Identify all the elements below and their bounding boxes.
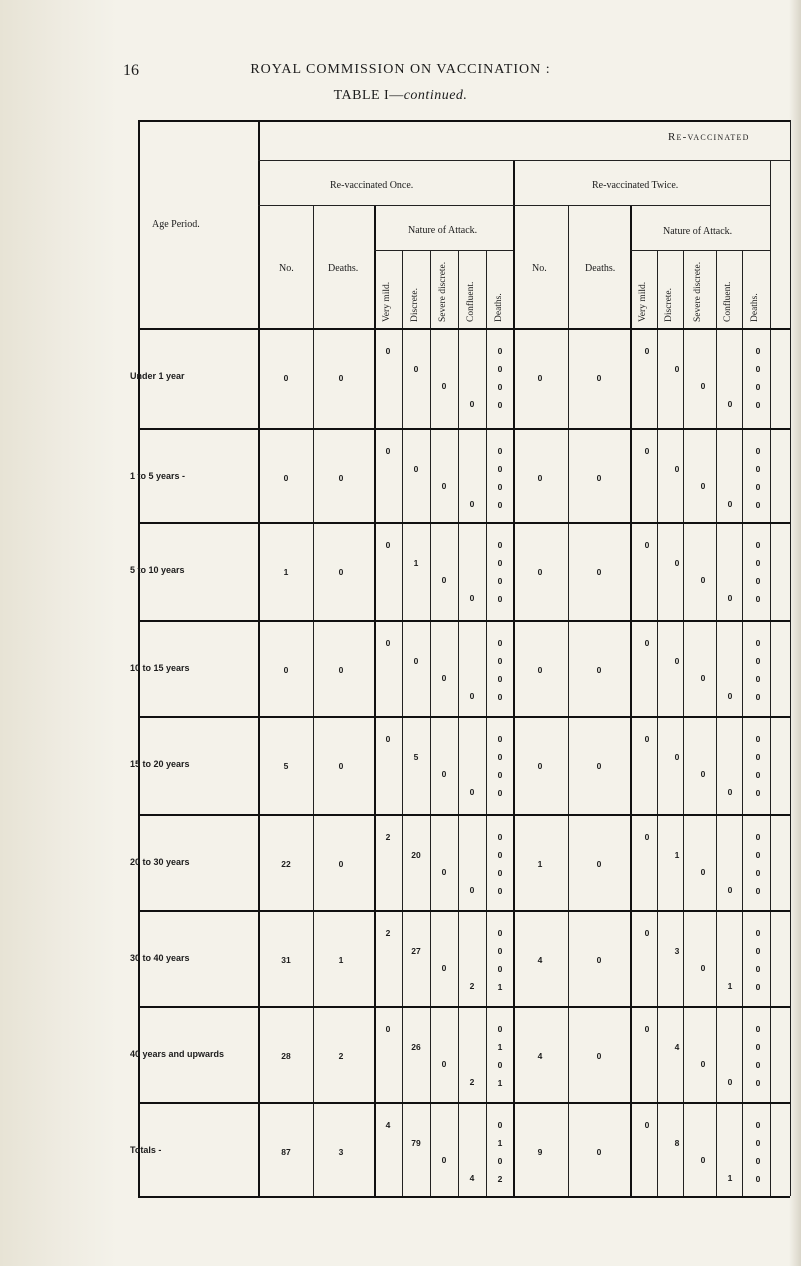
once-nature-deaths-cell: 0 [497, 832, 503, 842]
once-nature-deaths-cell: 0 [497, 1024, 503, 1034]
once-confluent-cell: 0 [469, 593, 475, 603]
once-deaths-cell: 0 [338, 567, 344, 577]
twice-very-mild-cell: 0 [644, 928, 650, 938]
once-discrete-cell: 27 [411, 946, 421, 956]
twice-confluent-cell: 0 [727, 691, 733, 701]
once-discrete-cell: 1 [413, 558, 419, 568]
table-title-suffix: continued. [403, 88, 468, 103]
twice-no-cell: 0 [537, 761, 543, 771]
twice-confluent-cell: 1 [727, 1173, 733, 1183]
once-deaths-cell: 0 [338, 665, 344, 675]
twice-severe-cell: 0 [700, 575, 706, 585]
once-severe-cell: 0 [441, 575, 447, 585]
twice-nature-deaths-cell: 0 [755, 734, 761, 744]
twice-very-mild-cell: 0 [644, 540, 650, 550]
table-vertical-rule [742, 250, 743, 1196]
table-horizontal-rule [138, 620, 790, 622]
twice-nature-deaths-cell: 0 [755, 770, 761, 780]
twice-confluent-cell: 0 [727, 885, 733, 895]
once-very-mild-cell: 0 [385, 446, 391, 456]
twice-nature-deaths-cell: 0 [755, 482, 761, 492]
once-nature-deaths-cell: 0 [497, 946, 503, 956]
once-no-cell: 1 [283, 567, 289, 577]
twice-nature-deaths-cell: 0 [755, 886, 761, 896]
once-nature-deaths-cell: 0 [497, 770, 503, 780]
once-deaths-cell: 0 [338, 473, 344, 483]
twice-no-cell: 0 [537, 473, 543, 483]
once-discrete-cell: 5 [413, 752, 419, 762]
once-severe-cell: 0 [441, 381, 447, 391]
once-severe-cell: 0 [441, 1155, 447, 1165]
twice-severe-cell: 0 [700, 381, 706, 391]
age-label-text: 30 to 40 years [130, 953, 190, 963]
twice-severe-cell: 0 [700, 769, 706, 779]
twice-nature-deaths-cell: 0 [755, 1078, 761, 1088]
twice-discrete-cell: 0 [674, 752, 680, 762]
age-label-text: Under 1 year [130, 371, 185, 381]
twice-nature-deaths-cell: 0 [755, 1174, 761, 1184]
once-very-mild-cell: 2 [385, 832, 391, 842]
once-nature-deaths-cell: 0 [497, 928, 503, 938]
once-no-cell: 87 [281, 1147, 291, 1157]
once-confluent-cell: 0 [469, 399, 475, 409]
twice-discrete-cell: 8 [674, 1138, 680, 1148]
once-no-cell: 5 [283, 761, 289, 771]
once-nature-deaths-cell: 0 [497, 558, 503, 568]
once-nature-col-0: Very mild. [382, 281, 392, 322]
once-no-cell: 0 [283, 665, 289, 675]
twice-nature-deaths-cell: 0 [755, 1156, 761, 1166]
once-nature-deaths-cell: 1 [497, 982, 503, 992]
once-severe-cell: 0 [441, 481, 447, 491]
once-deaths-cell: 0 [338, 761, 344, 771]
once-nature-deaths-cell: 0 [497, 400, 503, 410]
twice-nature-deaths-cell: 0 [755, 558, 761, 568]
once-no-cell: 28 [281, 1051, 291, 1061]
once-discrete-cell: 0 [413, 656, 419, 666]
once-severe-cell: 0 [441, 673, 447, 683]
once-no-cell: 0 [283, 373, 289, 383]
twice-severe-cell: 0 [700, 1059, 706, 1069]
table-horizontal-rule [258, 205, 770, 206]
table-vertical-rule [402, 250, 403, 1196]
once-nature-deaths-cell: 0 [497, 464, 503, 474]
twice-no-cell: 9 [537, 1147, 543, 1157]
table-horizontal-rule [138, 328, 790, 330]
twice-deaths-cell: 0 [596, 567, 602, 577]
twice-nature-deaths-cell: 0 [755, 1060, 761, 1070]
table-title-main: TABLE I— [333, 88, 404, 103]
table-horizontal-rule [138, 120, 790, 122]
twice-very-mild-cell: 0 [644, 832, 650, 842]
once-severe-cell: 0 [441, 963, 447, 973]
table-horizontal-rule [138, 716, 790, 718]
once-nature-deaths-cell: 0 [497, 1120, 503, 1130]
twice-nature-col-0: Very mild. [638, 281, 648, 322]
once-no-cell: 31 [281, 955, 291, 965]
table-vertical-rule [770, 160, 771, 1196]
twice-nature-deaths-cell: 0 [755, 1120, 761, 1130]
table-horizontal-rule [374, 250, 513, 251]
once-nature-deaths-cell: 0 [497, 446, 503, 456]
table-vertical-rule [630, 205, 632, 1196]
twice-confluent-cell: 0 [727, 499, 733, 509]
twice-deaths-cell: 0 [596, 955, 602, 965]
twice-nature-deaths-cell: 0 [755, 850, 761, 860]
once-nature-col-4: Deaths. [494, 293, 504, 322]
once-nature-deaths-cell: 0 [497, 868, 503, 878]
twice-very-mild-cell: 0 [644, 346, 650, 356]
once-very-mild-cell: 4 [385, 1120, 391, 1130]
once-nature-deaths-cell: 0 [497, 692, 503, 702]
once-nature-deaths-cell: 0 [497, 594, 503, 604]
twice-nature-header: Nature of Attack. [663, 226, 733, 237]
once-nature-deaths-cell: 0 [497, 482, 503, 492]
twice-nature-deaths-cell: 0 [755, 964, 761, 974]
once-very-mild-cell: 0 [385, 638, 391, 648]
table-horizontal-rule [138, 1102, 790, 1104]
once-nature-deaths-cell: 0 [497, 364, 503, 374]
once-deaths-header: Deaths. [328, 263, 359, 274]
once-very-mild-cell: 0 [385, 346, 391, 356]
table-horizontal-rule [630, 250, 770, 251]
once-nature-deaths-cell: 0 [497, 734, 503, 744]
once-no-header: No. [279, 263, 294, 274]
once-discrete-cell: 0 [413, 464, 419, 474]
once-nature-deaths-cell: 0 [497, 656, 503, 666]
twice-nature-deaths-cell: 0 [755, 382, 761, 392]
once-deaths-cell: 1 [338, 955, 344, 965]
twice-nature-deaths-cell: 0 [755, 1042, 761, 1052]
twice-no-cell: 1 [537, 859, 543, 869]
once-nature-deaths-cell: 0 [497, 964, 503, 974]
age-label-text: Totals - [130, 1145, 162, 1155]
once-nature-deaths-cell: 0 [497, 752, 503, 762]
once-confluent-cell: 0 [469, 787, 475, 797]
table-horizontal-rule [138, 1006, 790, 1008]
once-confluent-cell: 2 [469, 1077, 475, 1087]
once-nature-deaths-cell: 0 [497, 500, 503, 510]
twice-nature-deaths-cell: 0 [755, 692, 761, 702]
table-vertical-rule [313, 205, 314, 1196]
twice-nature-deaths-cell: 0 [755, 788, 761, 798]
table-vertical-rule [430, 250, 431, 1196]
once-confluent-cell: 0 [469, 691, 475, 701]
once-nature-col-2: Severe discrete. [438, 261, 448, 322]
twice-deaths-cell: 0 [596, 665, 602, 675]
twice-nature-deaths-cell: 0 [755, 946, 761, 956]
once-nature-deaths-cell: 0 [497, 886, 503, 896]
twice-nature-deaths-cell: 0 [755, 982, 761, 992]
table-vertical-rule [138, 120, 140, 1196]
twice-nature-deaths-cell: 0 [755, 638, 761, 648]
twice-nature-deaths-cell: 0 [755, 832, 761, 842]
table-vertical-rule [568, 205, 569, 1196]
once-very-mild-cell: 0 [385, 734, 391, 744]
twice-discrete-cell: 1 [674, 850, 680, 860]
twice-nature-deaths-cell: 0 [755, 1138, 761, 1148]
twice-no-header: No. [532, 263, 547, 274]
once-no-cell: 22 [281, 859, 291, 869]
twice-nature-deaths-cell: 0 [755, 674, 761, 684]
table-vertical-rule [374, 205, 376, 1196]
once-discrete-cell: 26 [411, 1042, 421, 1052]
twice-very-mild-cell: 0 [644, 638, 650, 648]
twice-nature-deaths-cell: 0 [755, 364, 761, 374]
once-nature-deaths-cell: 0 [497, 1060, 503, 1070]
once-confluent-cell: 0 [469, 499, 475, 509]
table-horizontal-rule [138, 910, 790, 912]
twice-confluent-cell: 0 [727, 787, 733, 797]
twice-no-cell: 4 [537, 955, 543, 965]
table-horizontal-rule [138, 428, 790, 430]
super-header: Re-vaccinated [668, 131, 750, 143]
once-nature-deaths-cell: 1 [497, 1138, 503, 1148]
table-horizontal-rule [138, 1196, 790, 1198]
once-nature-deaths-cell: 0 [497, 346, 503, 356]
twice-deaths-cell: 0 [596, 1051, 602, 1061]
twice-nature-deaths-cell: 0 [755, 594, 761, 604]
twice-nature-deaths-cell: 0 [755, 752, 761, 762]
twice-nature-col-1: Discrete. [664, 287, 674, 322]
twice-nature-col-3: Confluent. [723, 281, 733, 322]
twice-nature-deaths-cell: 0 [755, 656, 761, 666]
once-nature-deaths-cell: 0 [497, 788, 503, 798]
table-vertical-rule [716, 250, 717, 1196]
once-nature-deaths-cell: 0 [497, 540, 503, 550]
twice-deaths-cell: 0 [596, 859, 602, 869]
twice-nature-deaths-cell: 0 [755, 400, 761, 410]
twice-discrete-cell: 0 [674, 558, 680, 568]
age-period-header: Age Period. [152, 219, 200, 230]
twice-severe-cell: 0 [700, 867, 706, 877]
once-very-mild-cell: 0 [385, 1024, 391, 1034]
once-header: Re-vaccinated Once. [330, 180, 414, 191]
once-nature-deaths-cell: 0 [497, 576, 503, 586]
twice-discrete-cell: 4 [674, 1042, 680, 1052]
twice-discrete-cell: 0 [674, 364, 680, 374]
twice-severe-cell: 0 [700, 673, 706, 683]
once-nature-deaths-cell: 0 [497, 674, 503, 684]
table-horizontal-rule [138, 522, 790, 524]
once-nature-col-3: Confluent. [466, 281, 476, 322]
age-label-text: 1 to 5 years - [130, 471, 186, 481]
table-horizontal-rule [138, 814, 790, 816]
twice-confluent-cell: 0 [727, 399, 733, 409]
twice-nature-deaths-cell: 0 [755, 868, 761, 878]
twice-confluent-cell: 0 [727, 1077, 733, 1087]
twice-nature-deaths-cell: 0 [755, 500, 761, 510]
once-severe-cell: 0 [441, 1059, 447, 1069]
twice-deaths-cell: 0 [596, 1147, 602, 1157]
twice-very-mild-cell: 0 [644, 446, 650, 456]
twice-nature-deaths-cell: 0 [755, 540, 761, 550]
table-vertical-rule [513, 160, 515, 1196]
once-discrete-cell: 20 [411, 850, 421, 860]
once-nature-deaths-cell: 1 [497, 1078, 503, 1088]
twice-header: Re-vaccinated Twice. [592, 180, 679, 191]
once-deaths-cell: 0 [338, 373, 344, 383]
age-label-text: 10 to 15 years [130, 663, 190, 673]
once-confluent-cell: 2 [469, 981, 475, 991]
age-label-text: 15 to 20 years [130, 759, 190, 769]
twice-nature-deaths-cell: 0 [755, 928, 761, 938]
page-number: 16 [123, 62, 139, 79]
twice-nature-deaths-cell: 0 [755, 576, 761, 586]
twice-nature-col-2: Severe discrete. [693, 261, 703, 322]
once-nature-deaths-cell: 0 [497, 638, 503, 648]
twice-severe-cell: 0 [700, 481, 706, 491]
twice-nature-deaths-cell: 0 [755, 346, 761, 356]
age-label-text: 40 years and upwards [130, 1049, 225, 1059]
table-vertical-rule [657, 250, 658, 1196]
once-no-cell: 0 [283, 473, 289, 483]
twice-nature-deaths-cell: 0 [755, 446, 761, 456]
twice-severe-cell: 0 [700, 963, 706, 973]
table-vertical-rule [258, 120, 260, 1196]
twice-confluent-cell: 0 [727, 593, 733, 603]
running-head: ROYAL COMMISSION ON VACCINATION : [250, 62, 551, 77]
table-vertical-rule [486, 250, 487, 1196]
twice-severe-cell: 0 [700, 1155, 706, 1165]
once-confluent-cell: 0 [469, 885, 475, 895]
twice-very-mild-cell: 0 [644, 1120, 650, 1130]
once-nature-deaths-cell: 0 [497, 382, 503, 392]
once-very-mild-cell: 2 [385, 928, 391, 938]
once-severe-cell: 0 [441, 769, 447, 779]
once-nature-col-1: Discrete. [410, 287, 420, 322]
twice-deaths-cell: 0 [596, 373, 602, 383]
twice-discrete-cell: 3 [674, 946, 680, 956]
twice-deaths-cell: 0 [596, 473, 602, 483]
once-nature-header: Nature of Attack. [408, 225, 478, 236]
once-nature-deaths-cell: 0 [497, 1156, 503, 1166]
once-nature-deaths-cell: 1 [497, 1042, 503, 1052]
once-nature-deaths-cell: 0 [497, 850, 503, 860]
once-confluent-cell: 4 [469, 1173, 475, 1183]
twice-nature-deaths-cell: 0 [755, 464, 761, 474]
table-vertical-rule [790, 120, 791, 1196]
once-discrete-cell: 79 [411, 1138, 421, 1148]
twice-deaths-header: Deaths. [585, 263, 616, 274]
once-deaths-cell: 3 [338, 1147, 344, 1157]
twice-deaths-cell: 0 [596, 761, 602, 771]
once-deaths-cell: 0 [338, 859, 344, 869]
table-horizontal-rule [258, 160, 790, 161]
twice-nature-deaths-cell: 0 [755, 1024, 761, 1034]
once-very-mild-cell: 0 [385, 540, 391, 550]
twice-very-mild-cell: 0 [644, 734, 650, 744]
table-vertical-rule [458, 250, 459, 1196]
age-label-text: 20 to 30 years [130, 857, 190, 867]
twice-very-mild-cell: 0 [644, 1024, 650, 1034]
table-vertical-rule [683, 250, 684, 1196]
twice-confluent-cell: 1 [727, 981, 733, 991]
twice-no-cell: 0 [537, 373, 543, 383]
twice-no-cell: 0 [537, 567, 543, 577]
once-nature-deaths-cell: 2 [497, 1174, 503, 1184]
twice-nature-col-4: Deaths. [750, 293, 760, 322]
age-label-text: 5 to 10 years [130, 565, 185, 575]
twice-no-cell: 0 [537, 665, 543, 675]
twice-discrete-cell: 0 [674, 464, 680, 474]
once-deaths-cell: 2 [338, 1051, 344, 1061]
once-discrete-cell: 0 [413, 364, 419, 374]
twice-no-cell: 4 [537, 1051, 543, 1061]
once-severe-cell: 0 [441, 867, 447, 877]
twice-discrete-cell: 0 [674, 656, 680, 666]
